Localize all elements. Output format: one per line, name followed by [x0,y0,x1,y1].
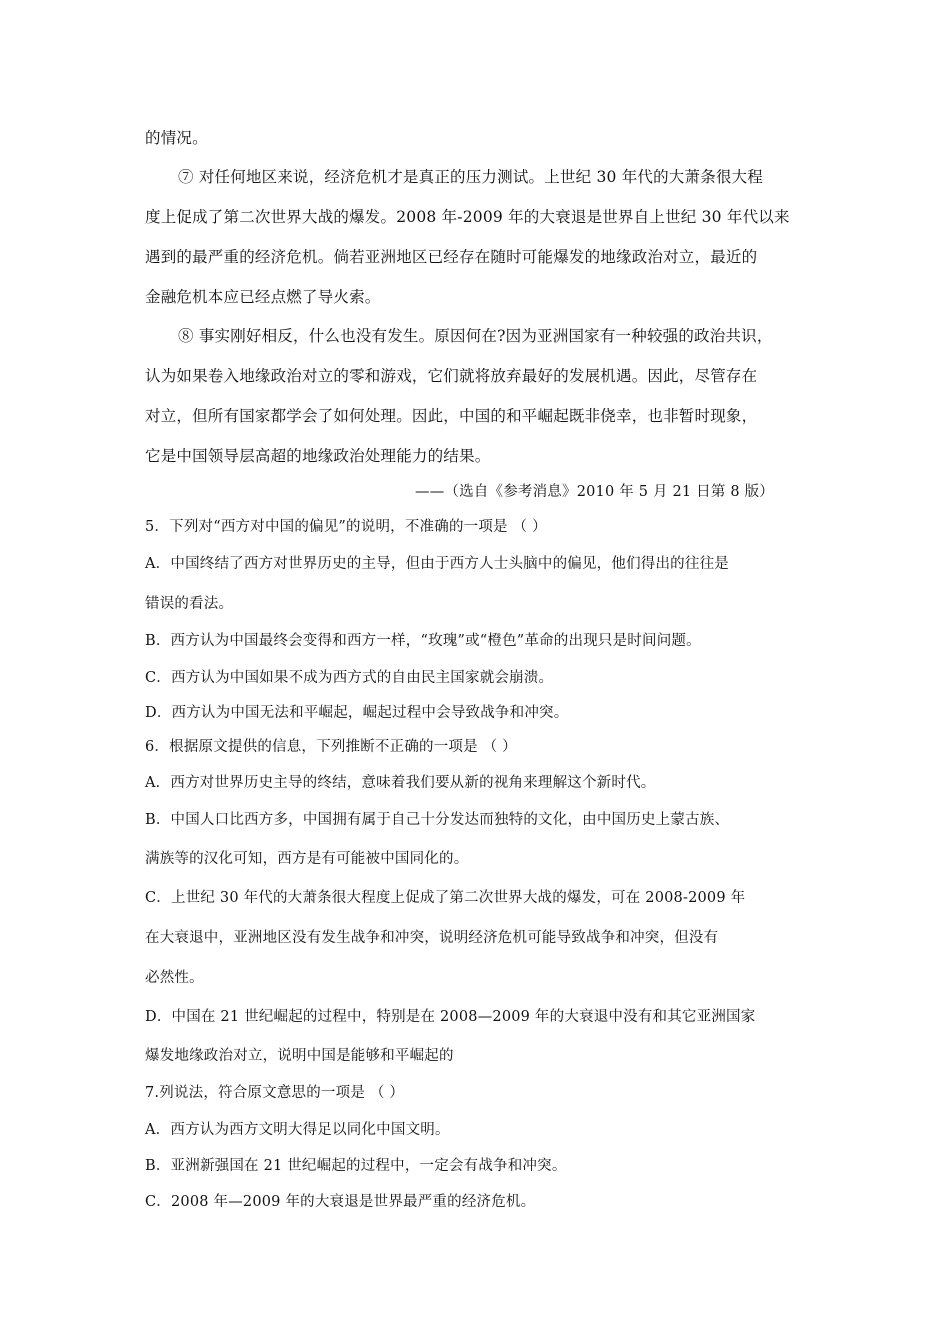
question-7-option-c: C．2008 年—2009 年的大衰退是世界最严重的经济危机。 [145,1194,536,1210]
question-7-stem: 7.列说法，符合原文意思的一项是 （ ） [145,1085,405,1101]
passage-para-8-line: ⑧ 事实刚好相反，什么也没有发生。原因何在?因为亚洲国家有一种较强的政治共识， [178,327,773,345]
passage-para-7-line: 遇到的最严重的经济危机。倘若亚洲地区已经存在随时可能爆发的地缘政治对立，最近的 [145,248,758,266]
question-6-stem: 6．根据原文提供的信息，下列推断不正确的一项是 （ ） [145,739,517,755]
passage-para-7-line: ⑦ 对任何地区来说，经济危机才是真正的压力测试。上世纪 30 年代的大萧条很大程 [178,168,764,186]
question-6-option-b-cont: 满族等的汉化可知，西方是有可能被中国同化的。 [145,851,469,867]
passage-para-7-line: 度上促成了第二次世界大战的爆发。2008 年-2009 年的大衰退是世界自上世纪 30 年代以来 [145,208,790,226]
question-6-option-d: D．中国在 21 世纪崛起的过程中，特别是在 2008—2009 年的大衰退中没有和其它亚洲国家 [145,1009,756,1025]
passage-para-8-line: 它是中国领导层高超的地缘政治处理能力的结果。 [145,447,491,465]
passage-para-7-line: 金融危机本应已经点燃了导火索。 [145,288,381,306]
question-6-option-b: B．中国人口比西方多，中国拥有属于自己十分发达而独特的文化，由中国历史上蒙古族、 [145,812,730,828]
question-6-option-d-cont: 爆发地缘政治对立，说明中国是能够和平崛起的 [145,1048,454,1064]
question-5-stem: 5．下列对“西方对中国的偏见”的说明，不准确的一项是 （ ） [145,519,547,535]
question-5-option-a: A．中国终结了西方对世界历史的主导，但由于西方人士头脑中的偏见，他们得出的往往是 [145,556,729,572]
question-6-option-a: A．西方对世界历史主导的终结，意味着我们要从新的视角来理解这个新时代。 [145,775,656,791]
source-citation: ——（选自《参考消息》2010 年 5 月 21 日第 8 版） [415,484,774,500]
question-6-option-c-cont: 必然性。 [145,970,204,986]
question-5-option-b: B．西方认为中国最终会变得和西方一样，“玫瑰”或“橙色”革命的出现只是时间问题。 [145,633,701,649]
question-7-option-b: B．亚洲新强国在 21 世纪崛起的过程中，一定会有战争和冲突。 [145,1158,567,1174]
question-5-option-a-cont: 错误的看法。 [145,596,234,612]
question-7-option-a: A．西方认为西方文明大得足以同化中国文明。 [145,1122,450,1138]
question-6-option-c-cont: 在大衰退中，亚洲地区没有发生战争和冲突，说明经济危机可能导致战争和冲突，但没有 [145,930,719,946]
passage-para-8-line: 认为如果卷入地缘政治对立的零和游戏，它们就将放弃最好的发展机遇。因此，尽管存在 [145,367,758,385]
question-6-option-c: C．上世纪 30 年代的大萧条很大程度上促成了第二次世界大战的爆发，可在 2008-2009 年 [145,890,746,906]
question-5-option-d: D．西方认为中国无法和平崛起，崛起过程中会导致战争和冲突。 [145,705,569,721]
passage-para-8-line: 对立，但所有国家都学会了如何处理。因此，中国的和平崛起既非侥幸，也非暂时现象， [145,407,758,425]
passage-line: 的情况。 [145,129,208,147]
question-5-option-c: C．西方认为中国如果不成为西方式的自由民主国家就会崩溃。 [145,670,554,686]
